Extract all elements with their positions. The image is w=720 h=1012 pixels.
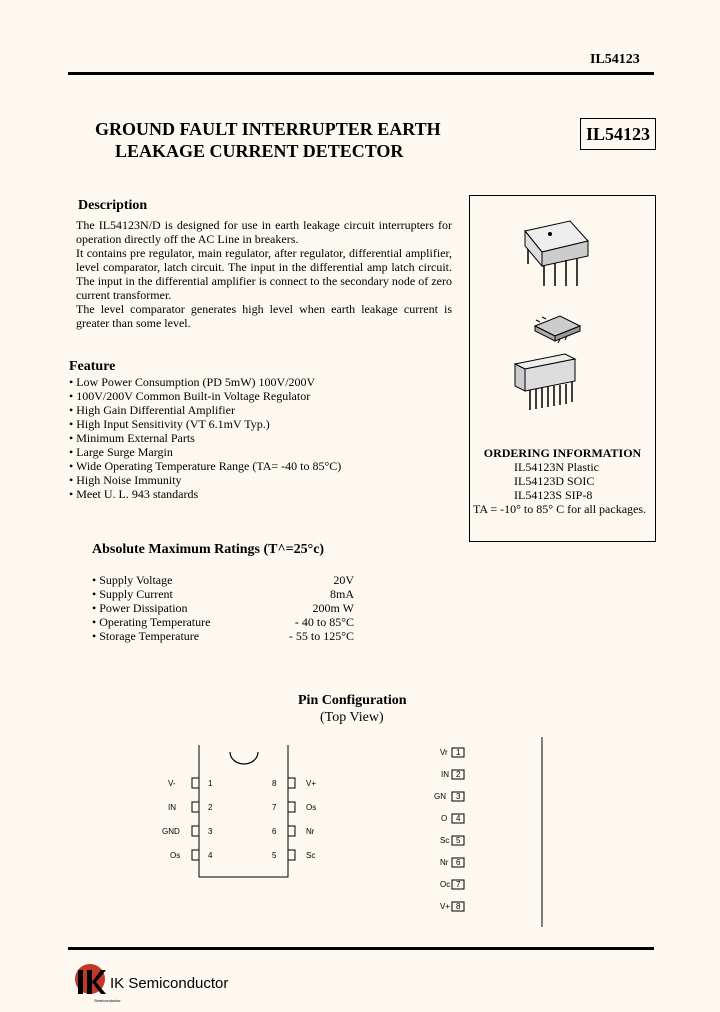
header-part-number: IL54123: [590, 52, 640, 67]
ratings-table: [92, 573, 354, 643]
dip-pin-left-num: 2: [208, 803, 213, 812]
sip-pin-num: 2: [456, 770, 461, 779]
dip-pin-right-num: 5: [272, 851, 277, 860]
dip-pin-left-num: 4: [208, 851, 213, 860]
ordering-row: IL54123S SIP-8: [514, 488, 593, 502]
logo-subtext: Semiconductor: [94, 998, 121, 1003]
feature-item: • Low Power Consumption (PD 5mW) 100V/200V: [69, 375, 341, 389]
dip-pin-right-name: Nr: [306, 827, 315, 836]
ik-logo-icon: [72, 960, 108, 998]
title-line-2: LEAKAGE CURRENT DETECTOR: [115, 141, 404, 161]
dip-pin-right-name: V+: [306, 779, 317, 788]
sip-package-image: [515, 354, 575, 410]
sip-pin-name: Oc: [440, 880, 451, 889]
sip-pin-name: GN: [434, 792, 446, 801]
sip-pin-num: 4: [456, 814, 461, 823]
ratings-heading: Absolute Maximum Ratings (T^=25°c): [92, 542, 325, 557]
sip-pin-num: 7: [456, 880, 461, 889]
company-name: IK Semiconductor: [110, 975, 229, 992]
sip-pin-name: IN: [441, 770, 449, 779]
title-line-1: GROUND FAULT INTERRUPTER EARTH: [95, 119, 441, 139]
dip-pin-right-name: Sc: [306, 851, 316, 860]
feature-item: • Large Surge Margin: [69, 445, 341, 459]
part-number-box: IL54123: [580, 118, 656, 150]
ratings-row: • Power Dissipation 200m W: [92, 601, 354, 615]
pin-config-title: Pin Configuration: [298, 693, 407, 708]
feature-item: • High Input Sensitivity (VT 6.1mV Typ.): [69, 417, 341, 431]
sip-pin-num: 1: [456, 748, 461, 757]
feature-item: • High Gain Differential Amplifier: [69, 403, 341, 417]
ordering-information: [470, 446, 655, 516]
sip-pin-name: Vr: [440, 748, 448, 757]
dip-pin-left-name: IN: [168, 803, 176, 812]
sip-pin-num: 5: [456, 836, 461, 845]
sip-pin-num: 3: [456, 792, 461, 801]
sip-pin-name: Sc: [440, 836, 450, 845]
sip-pin-name: O: [441, 814, 448, 823]
pin-config-subtitle: (Top View): [320, 710, 384, 725]
page-title: [95, 118, 441, 162]
ratings-row: • Supply Current 8mA: [92, 587, 354, 601]
sip-pin-name: Nr: [440, 858, 449, 867]
description-paragraph: The level comparator generates high level when earth leakage current is greater than some level.: [76, 302, 452, 330]
feature-item: • High Noise Immunity: [69, 473, 341, 487]
description-heading: Description: [78, 198, 148, 213]
sip-pinout-diagram: [430, 735, 550, 930]
dip-pin-left-name: Os: [170, 851, 181, 860]
ratings-row: • Storage Temperature - 55 to 125°C: [92, 629, 354, 643]
dip-pin-right-num: 8: [272, 779, 277, 788]
dip-pin-left-num: 1: [208, 779, 213, 788]
ratings-row: • Supply Voltage 20V: [92, 573, 354, 587]
dip-pin-left-name: GND: [162, 827, 180, 836]
feature-item: • Meet U. L. 943 standards: [69, 487, 341, 501]
ordering-note: TA = -10° to 85° C for all packages.: [473, 502, 647, 516]
package-ordering-box: [469, 195, 656, 542]
description-paragraph: The IL54123N/D is designed for use in earth leakage circuit interrupters for operation directly off the AC Line in breakers.: [76, 218, 452, 246]
dip-pin-left-num: 3: [208, 827, 213, 836]
feature-list: [69, 375, 341, 501]
package-illustrations: [470, 196, 655, 436]
soic-package-image: [535, 316, 580, 343]
feature-item: • Minimum External Parts: [69, 431, 341, 445]
dip-package-image: [525, 221, 588, 286]
ordering-heading: ORDERING INFORMATION: [483, 446, 642, 460]
feature-item: • 100V/200V Common Built-in Voltage Regulator: [69, 389, 341, 403]
footer-rule: [68, 947, 654, 950]
ordering-row: IL54123D SOIC: [514, 474, 595, 488]
dip-pin-right-num: 7: [272, 803, 277, 812]
feature-item: • Wide Operating Temperature Range (TA= -40 to 85°C): [69, 459, 341, 473]
dip-pin-right-name: Os: [306, 803, 317, 812]
ordering-row: IL54123N Plastic: [514, 460, 599, 474]
header-rule: [68, 72, 654, 75]
description-paragraph: It contains pre regulator, main regulator, after regulator, differential amplifier, level comparator, latch circuit. The input in the differential amp latch circuit. The input in the differential amplifier is connect to the secondary node of zero current transformer.: [76, 246, 452, 302]
sip-pin-num: 6: [456, 858, 461, 867]
sip-pin-name: V+: [440, 902, 451, 911]
ratings-row: • Operating Temperature - 40 to 85°C: [92, 615, 354, 629]
sip-pin-num: 8: [456, 902, 461, 911]
dip-pin-right-num: 6: [272, 827, 277, 836]
description-body: [76, 218, 452, 330]
dip-pin-left-name: V-: [168, 779, 176, 788]
feature-heading: Feature: [69, 359, 116, 374]
